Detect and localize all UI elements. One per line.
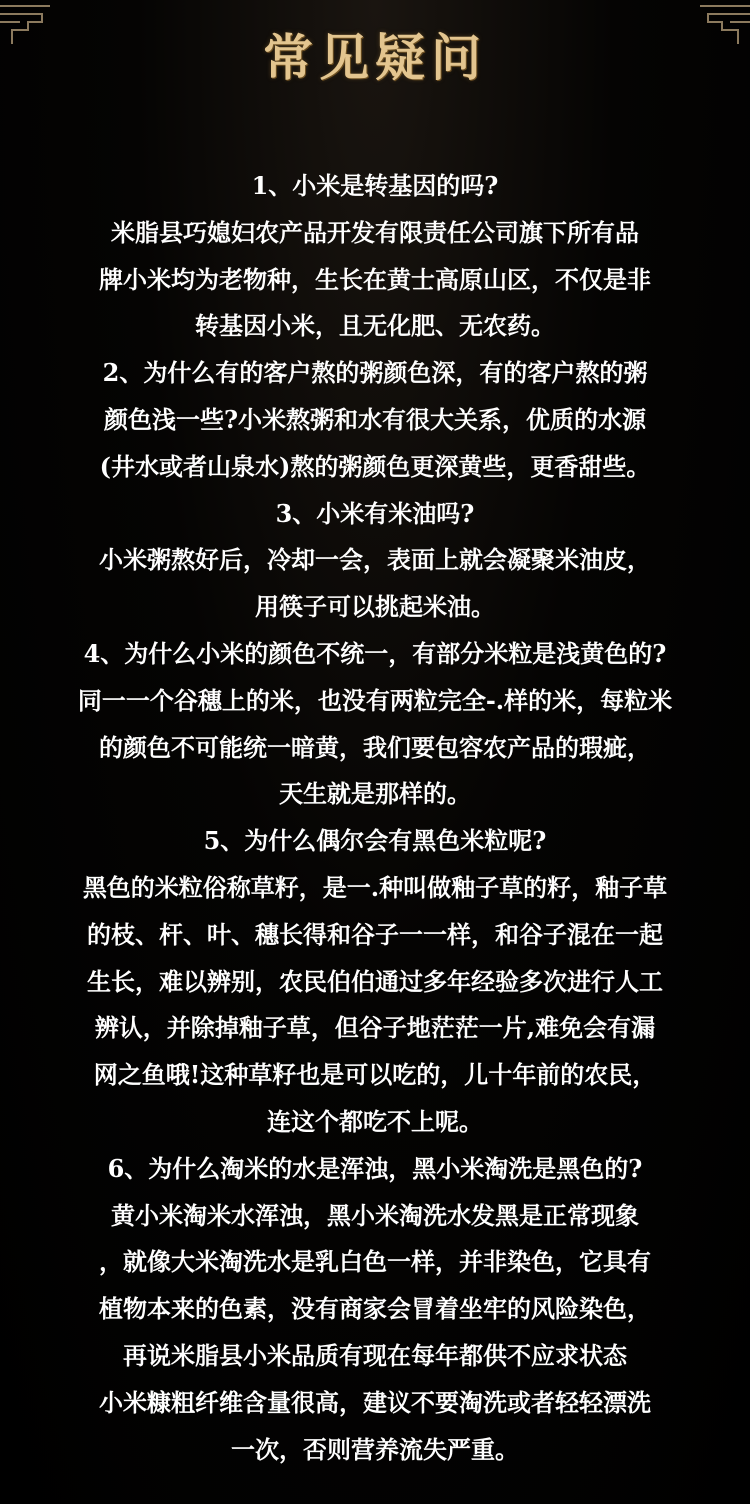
answer-4-line-1: 同一一个谷穗上的米，也没有两粒完全-.样的米，每粒米 (77, 685, 673, 715)
answer-5-line-4: 辨认，并除掉釉子草，但谷子地茫茫一片,难免会有漏 (94, 1013, 656, 1043)
answer-4-line-3: 天生就是那样的。 (279, 779, 471, 809)
answer-5-line-2: 的枝、杆、叶、穗长得和谷子一一样，和谷子混在一起 (87, 919, 663, 949)
answer-2-line-1: 颜色浅一些?小米熬粥和水有很大关系，优质的水源 (103, 404, 647, 434)
question-1: 1、小米是转基因的吗? (251, 171, 499, 200)
question-2-line-1: 2、为什么有的客户熬的粥颜色深，有的客户熬的粥 (102, 358, 648, 388)
question-5: 5、为什么偶尔会有黑色米粒呢? (203, 826, 547, 856)
question-3: 3、小米有米油吗? (275, 498, 475, 528)
answer-6-line-2: ，就像大米淘洗水是乳白色一样，并非染色，它具有 (99, 1247, 651, 1277)
answer-6-line-6: 一次，否则营养流失严重。 (231, 1434, 519, 1464)
answer-3-line-1: 小米粥熬好后，冷却一会，表面上就会凝聚米油皮， (99, 545, 651, 575)
answer-6-line-5: 小米糠粗纤维含量很高，建议不要淘洗或者轻轻漂洗 (99, 1387, 651, 1417)
answer-6-line-1: 黄小米淘米水浑浊，黑小米淘洗水发黑是正常现象 (111, 1200, 639, 1230)
answer-1-line-2: 牌小米均为老物种，生长在黄士高原山区，不仅是非 (99, 264, 651, 294)
answer-4-line-2: 的颜色不可能统一暗黄，我们要包容农产品的瑕疵， (99, 732, 651, 762)
answer-6-line-3: 植物本来的色素，没有商家会冒着坐牢的风险染色， (99, 1294, 651, 1324)
question-4: 4、为什么小米的颜色不统一，有部分米粒是浅黄色的? (83, 638, 667, 668)
answer-5-line-3: 生长，难以辨别，农民伯伯通过多年经验多次进行人工 (87, 966, 663, 996)
page-title: 常见疑问 (263, 28, 487, 87)
answer-3-line-2: 用筷子可以挑起米油。 (255, 592, 495, 622)
answer-1-line-1: 米脂县巧媳妇农产品开发有限责任公司旗下所有品 (111, 217, 639, 247)
answer-2-line-2: (井水或者山泉水)熬的粥颜色更深黄些，更香甜些。 (99, 451, 651, 481)
faq-text (0, 163, 750, 1473)
answer-1-line-3: 转基因小米，且无化肥、无农药。 (195, 311, 555, 341)
answer-6-line-4: 再说米脂县小米品质有现在每年都供不应求状态 (123, 1340, 627, 1370)
question-6: 6、为什么淘米的水是浑浊，黑小米淘洗是黑色的? (107, 1153, 643, 1183)
answer-5-line-1: 黑色的米粒俗称草籽，是一.种叫做釉子草的籽，釉子草 (82, 872, 668, 902)
answer-5-line-5: 网之鱼哦!这种草籽也是可以吃的，儿十年前的农民， (93, 1060, 657, 1090)
answer-5-line-6: 连这个都吃不上呢。 (267, 1106, 483, 1136)
